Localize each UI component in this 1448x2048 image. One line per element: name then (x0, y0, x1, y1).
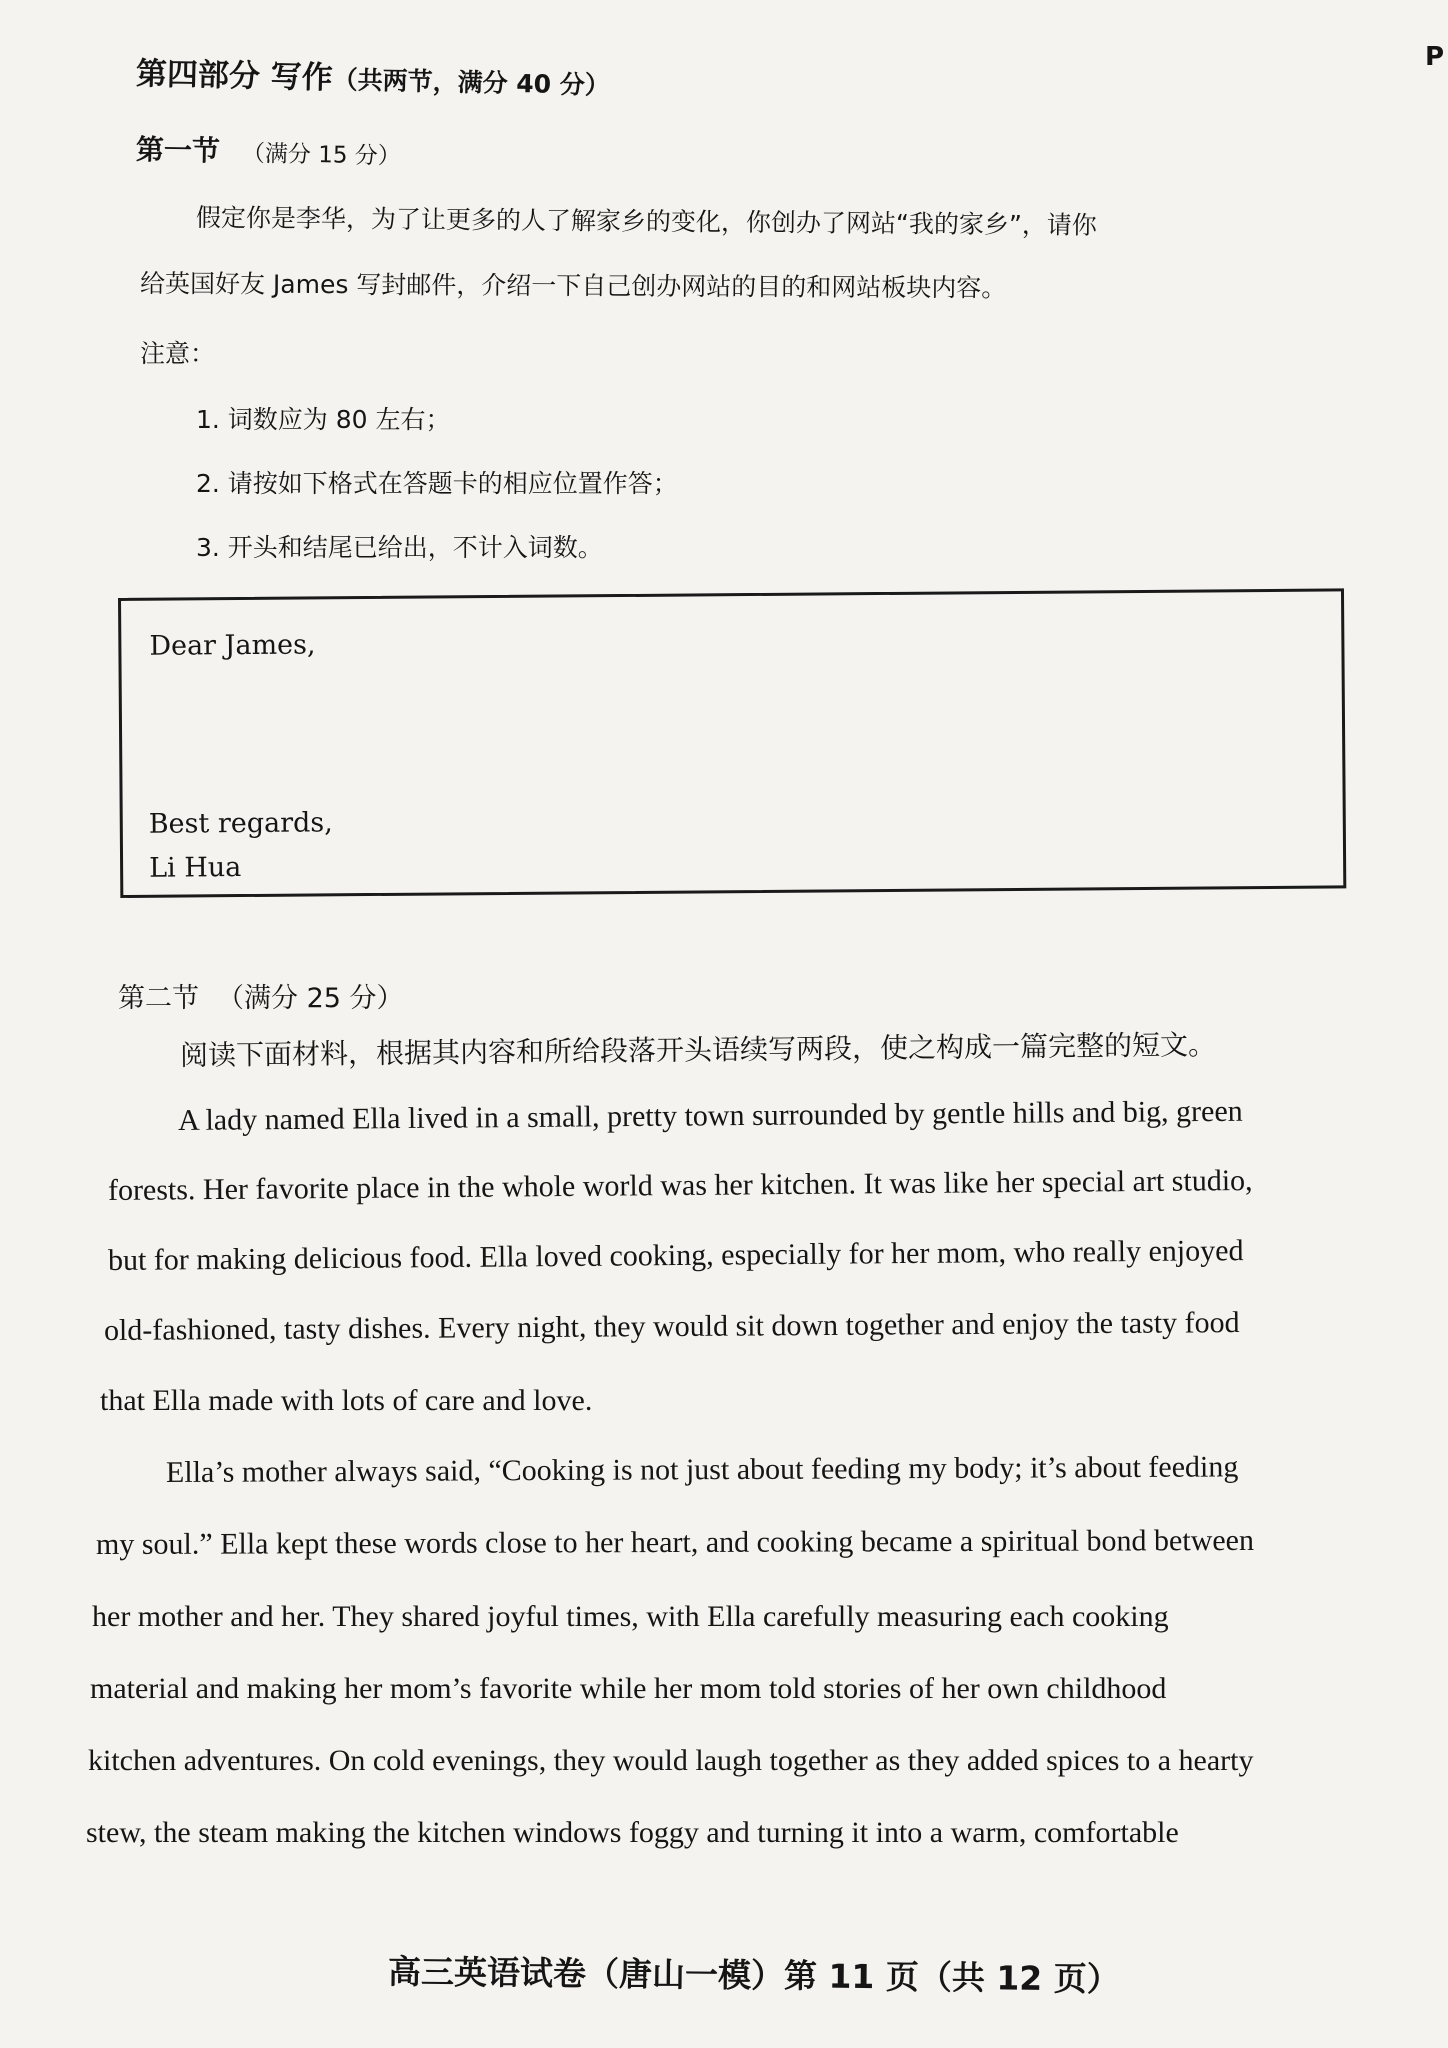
section1-heading (136, 128, 402, 173)
story-line: Ella’s mother always said, “Cooking is not just about feeding my body; it’s about feeding (165, 1450, 1239, 1489)
note-item: 2. 请按如下格式在答题卡的相应位置作答； (196, 469, 678, 498)
letter-closing: Best regards, (148, 807, 333, 840)
section1-prompt-line2: 给英国好友 James 写封邮件，介绍一下自己创办网站的目的和网站板块内容。 (139, 269, 1007, 303)
story-line: my soul.” Ella kept these words close to her heart, and cooking became a spiritual bond between (95, 1523, 1255, 1561)
section1-title: 第一节 (135, 133, 221, 168)
story-line: forests. Her favorite place in the whole world was her kitchen. It was like her special art studio, (107, 1164, 1253, 1207)
corner-mark: P (1424, 42, 1444, 72)
page-footer: 高三英语试卷（唐山一模）第 11 页（共 12 页） (387, 1952, 1120, 1999)
section2-meta: （满分 25 分） (217, 983, 404, 1014)
part-meta: （共两节，满分 40 分） (332, 65, 611, 100)
story-line: her mother and her. They shared joyful times, with Ella carefully measuring each cooking (92, 1600, 1169, 1633)
note-item: 1. 词数应为 80 左右； (196, 405, 451, 434)
letter-greeting: Dear James, (149, 629, 316, 662)
part-title: 第四部分 写作 (135, 56, 334, 97)
story-line: material and making her mom’s favorite while her mom told stories of her own childhood (90, 1672, 1167, 1705)
letter-answer-box[interactable] (118, 588, 1346, 898)
section1-prompt-line1: 假定你是李华，为了让更多的人了解家乡的变化，你创办了网站“我的家乡”，请你 (195, 203, 1098, 240)
notes-label: 注意： (140, 339, 216, 368)
story-line: stew, the steam making the kitchen windows foggy and turning it into a warm, comfortable (86, 1816, 1179, 1849)
note-item: 3. 开头和结尾已给出，不计入词数。 (196, 533, 603, 562)
story-line: that Ella made with lots of care and love. (100, 1384, 593, 1417)
story-line: A lady named Ella lived in a small, pretty town surrounded by gentle hills and big, green (177, 1094, 1243, 1137)
story-line: kitchen adventures. On cold evenings, they would laugh together as they added spices to a hearty (88, 1744, 1254, 1777)
section2-heading (118, 976, 404, 1015)
story-line: old-fashioned, tasty dishes. Every night, they would sit down together and enjoy the tasty food (103, 1306, 1240, 1347)
section1-meta: （满分 15 分） (241, 140, 402, 170)
section2-title: 第二节 (118, 983, 199, 1014)
section2-instruction: 阅读下面材料，根据其内容和所给段落开头语续写两段，使之构成一篇完整的短文。 (179, 1028, 1217, 1072)
story-line: but for making delicious food. Ella loved cooking, especially for her mom, who really enjoyed (107, 1234, 1244, 1277)
letter-signature: Li Hua (149, 852, 242, 884)
part-heading (136, 48, 611, 103)
